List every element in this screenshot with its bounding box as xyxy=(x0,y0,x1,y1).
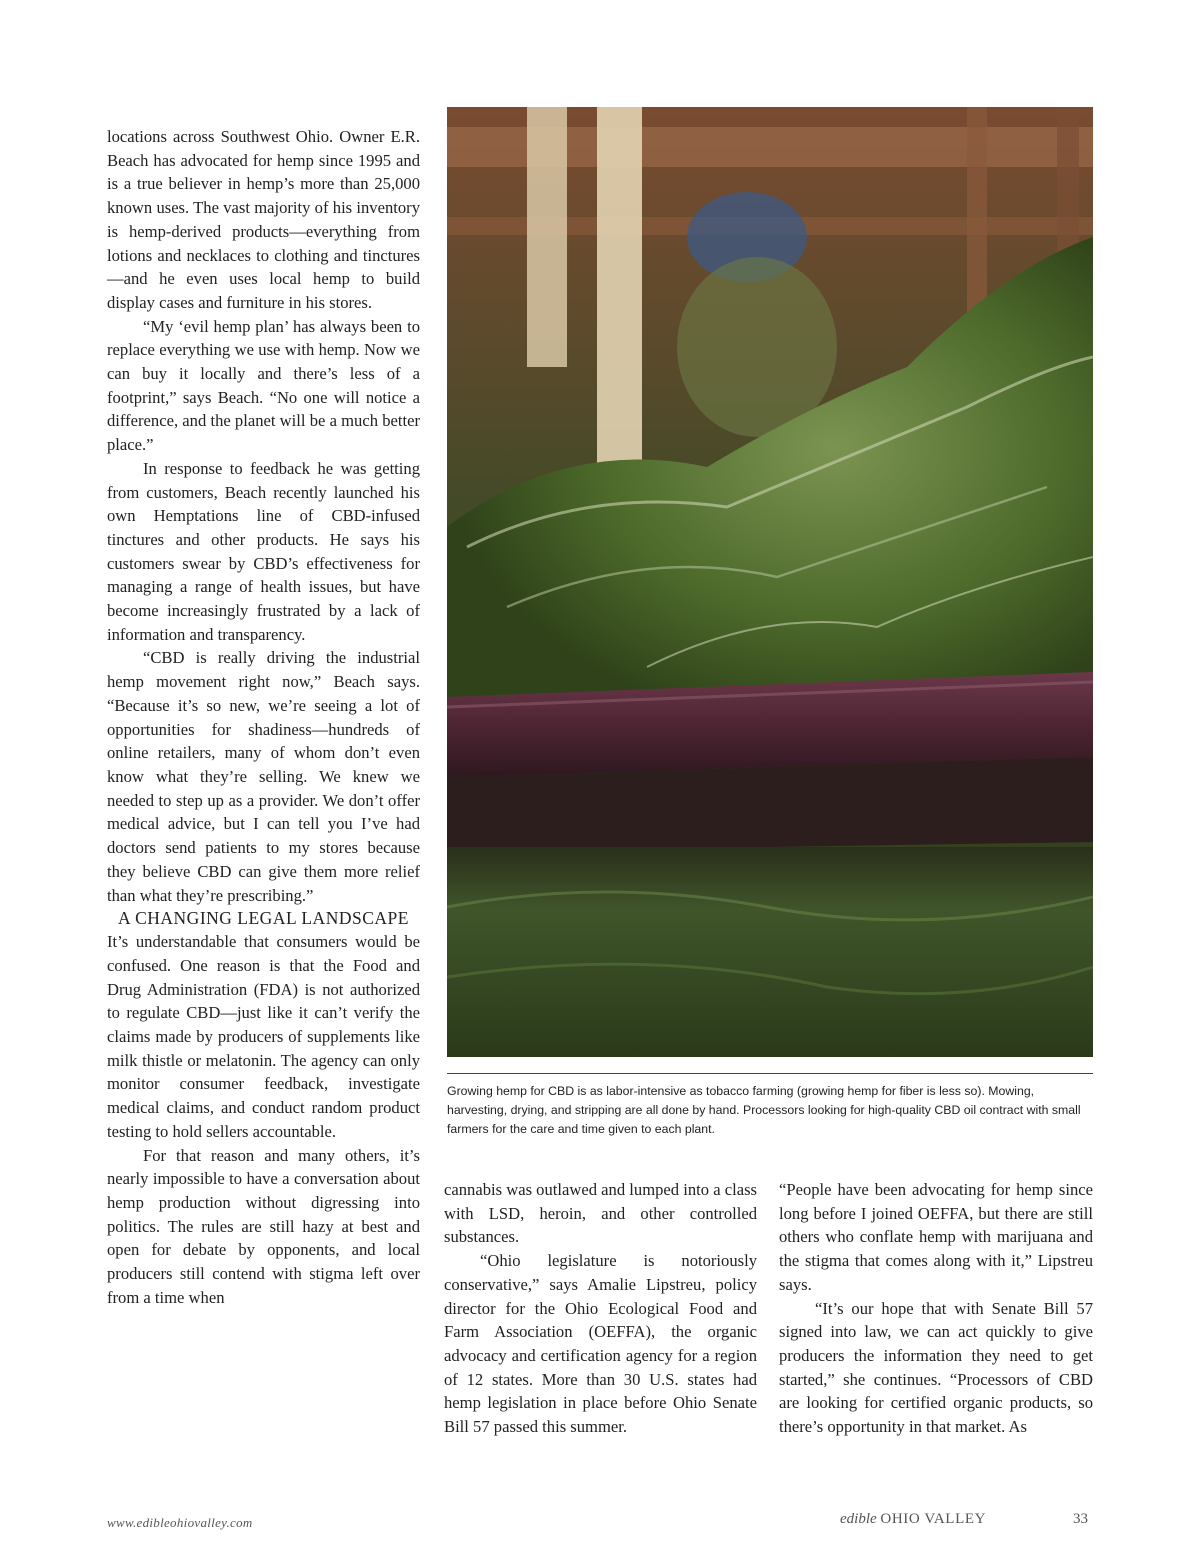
photo-caption: Growing hemp for CBD is as labor-intensive as tobacco farming (growing hemp for fiber is less so). Mowing, harvesting, drying, and stripping are all done by hand. Processors looking for high-quality CBD oil contract with small farmers for the care and time given to each plant. xyxy=(447,1084,1081,1136)
brand-edible: edible xyxy=(840,1511,877,1527)
article-column-3 xyxy=(779,1178,1093,1439)
body-paragraph: In response to feedback he was getting from customers, Beach recently launched his own Hemptations line of CBD-infused tinctures and other products. He says his customers swear by CBD’s effectiveness for managing a range of health issues, but have become increasingly frustrated by a lack of information and transparency. xyxy=(107,458,420,644)
body-paragraph: For that reason and many others, it’s nearly impossible to have a conversation about hemp production without digressing into politics. The rules are still hazy at best and open for debate by opponents, and local producers still contend with stigma left over from a time when xyxy=(107,1145,420,1307)
body-paragraph: “My ‘evil hemp plan’ has always been to replace everything we use with hemp. Now we can buy it locally and there’s less of a footprint,” says Beach. “No one will notice a difference, and the planet will be a much better place.” xyxy=(107,316,420,455)
brand-name: OHIO VALLEY xyxy=(880,1511,987,1527)
body-paragraph: “It’s our hope that with Senate Bill 57 signed into law, we can act quickly to give producers the information they need to get started,” she continues. “Processors of CBD are looking for certified organic products, so there’s opportunity in that market. As xyxy=(779,1298,1093,1437)
section-subhead: A CHANGING LEGAL LANDSCAPE xyxy=(118,908,409,929)
body-paragraph: locations across Southwest Ohio. Owner E.R. Beach has advocated for hemp since 1995 and is a true believer in hemp’s more than 25,000 known uses. The vast majority of his inventory is hemp-derived products—everything from lotions and necklaces to clothing and tinctures—and he even uses local hemp to build display cases and furniture in his stores. xyxy=(107,127,420,312)
footer-brand xyxy=(840,1511,986,1528)
body-paragraph: “People have been advocating for hemp since long before I joined OEFFA, but there are still others who conflate hemp with marijuana and the stigma that comes along with it,” Lipstreu says. xyxy=(779,1180,1093,1294)
body-paragraph: cannabis was outlawed and lumped into a class with LSD, heroin, and other controlled substances. xyxy=(444,1180,757,1247)
body-paragraph: It’s understandable that consumers would be confused. One reason is that the Food and Drug Administration (FDA) is not authorized to regulate CBD—just like it can’t verify the claims made by producers of supplements like milk thistle or melatonin. The agency can only monitor consumer feedback, investigate medical claims, and conduct random product testing to hold sellers accountable. xyxy=(107,932,420,1141)
body-paragraph: “CBD is really driving the industrial hemp movement right now,” Beach says. “Because it’s so new, we’re seeing a lot of opportunities for shadiness—hundreds of online retailers, many of whom don’t even know what they’re selling. We knew we needed to step up as a provider. We don’t offer medical advice, but I can tell you I’ve had doctors send patients to my stores because they believe CBD can give them more relief than what they’re prescribing.” xyxy=(107,648,420,905)
hemp-drying-photo xyxy=(447,107,1093,1057)
caption-rule xyxy=(447,1073,1093,1074)
footer-url[interactable]: www.edibleohiovalley.com xyxy=(107,1515,253,1530)
article-column-2 xyxy=(444,1178,757,1439)
body-paragraph: “Ohio legislature is notoriously conservative,” says Amalie Lipstreu, policy director for the Ohio Ecological Food and Farm Association (OEFFA), the organic advocacy and certification agency for a region of 12 states. More than 30 U.S. states had hemp legislation in place before Ohio Senate Bill 57 passed this summer. xyxy=(444,1251,757,1437)
article-column-1 xyxy=(107,125,420,1309)
page-number: 33 xyxy=(1073,1511,1088,1527)
